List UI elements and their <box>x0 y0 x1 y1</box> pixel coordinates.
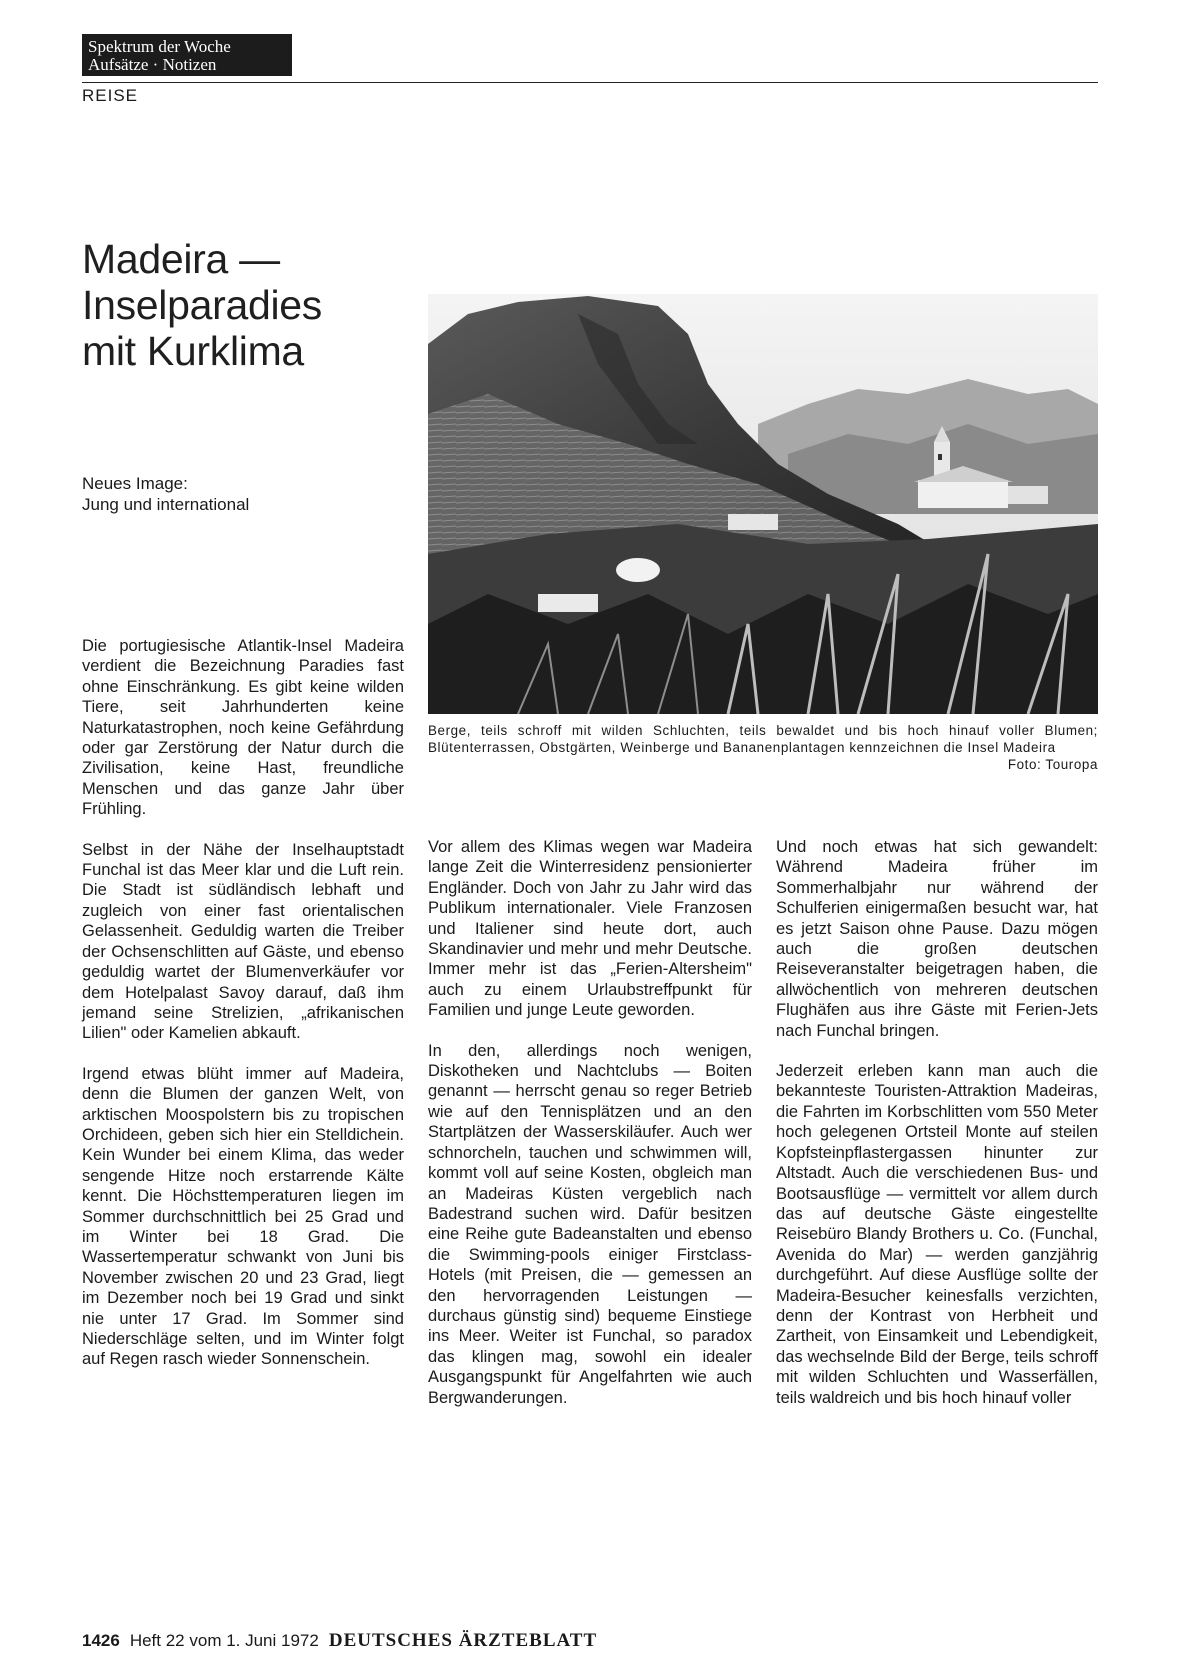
photo-caption <box>428 722 1098 773</box>
badge-line-1: Spektrum der Woche <box>88 37 231 56</box>
paragraph: Jederzeit erleben kann man auch die bekannteste Touristen-Attraktion Madeiras, die Fahrten im Korbschlitten vom 550 Meter hoch gelegenen Ortsteil Monte auf steilen Kopfsteinpflastergassen hinunter zur Altstadt. Auch die verschiedenen Bus- und Bootsausflüge — vermittelt vor allem durch das auf deutsche Gäste eingestellte Reisebüro Blandy Brothers u. Co. (Funchal, Avenida do Mar) — werden ganzjährig durchgeführt. Auf diese Ausflüge sollte der Madeira-Besucher keinesfalls verzichten, denn der Kontrast von Herbheit und Zartheit, von Einsamkeit und Lebendigkeit, das wechselnde Bild der Berge, teils schroff mit wilden Schluchten und Wasserfällen, teils waldreich und bis hoch hinauf voller <box>776 1062 1098 1407</box>
paragraph: In den, allerdings noch wenigen, Diskotheken und Nachtclubs — Boiten genannt — herrscht genau so reger Betrieb wie auf den Tennisplätzen und an den Startplätzen der Wasserskiläufer. Auch wer schnorcheln, tauchen und schwimmen will, kommt voll auf seine Kosten, obgleich man an Madeiras Küsten vergeblich nach Badestrand suchen wird. Dafür besitzen eine Reihe gute Badeanstalten und ebenso die Swimming-pools einiger Firstclass-Hotels (mit Preisen, die — gemessen an den hervorragenden Leistungen — durchaus günstig sind) bequeme Einstiege ins Meer. Weiter ist Funchal, so paradox das klingen mag, sowohl ein idealer Ausgangspunkt für Angelfahrten wie auch Bergwanderungen. <box>428 1041 752 1407</box>
paragraph: Und noch etwas hat sich gewandelt: Während Madeira früher im Sommerhalbjahr nur während der Schulferien einigermaßen besucht war, hat es jetzt Saison ohne Pause. Dazu mögen auch die großen deutschen Reiseveranstalter beigetragen haben, die allwöchentlich von mehreren deutschen Flughäfen aus ihre Gäste mit Ferien-Jets nach Funchal bringen. <box>776 838 1098 1040</box>
paragraph: Selbst in der Nähe der Inselhauptstadt Funchal ist das Meer klar und die Luft rein. Die Stadt ist südländisch lebhaft und zugleich von einer fast orientalischen Gelassenheit. Geduldig warten die Treiber der Ochsenschlitten auf Gäste, und ebenso geduldig wartet der Blumenverkäufer vor dem Hotelpalast Savoy darauf, daß ihm jemand seine Strelizien, „afrikanischen Lilien" oder Kamelien abkauft. <box>82 840 404 1043</box>
paragraph: Die portugiesische Atlantik-Insel Madeira verdient die Bezeichnung Paradies fast ohne Einschränkung. Es gibt keine wilden Tiere, seit Jahrhunderten keine Naturkatastrophen, noch keine Gefährdung oder gar Zerstörung der Natur durch die Zivilisation, keine Hast, freundliche Menschen und das ganze Jahr über Frühling. <box>82 637 404 819</box>
issue-info: Heft 22 vom 1. Juni 1972 <box>129 1631 319 1650</box>
landscape-photo <box>428 294 1098 714</box>
header-rule <box>82 82 1098 83</box>
photo-credit: Foto: Touropa <box>1007 757 1098 772</box>
subtitle-line-1: Neues Image: <box>82 474 188 493</box>
section-label: REISE <box>82 86 139 105</box>
badge-line-2: Aufsätze · Notizen <box>88 55 217 74</box>
subtitle-line-2: Jung und international <box>82 495 250 514</box>
paragraph: Irgend etwas blüht immer auf Madeira, denn die Blumen der ganzen Welt, von arktischen Moospolstern bis zu tropischen Orchideen, geben sich hier ein Stelldichein. Kein Wunder bei einem Klima, das weder sengende Hitze noch erstarrende Kälte kennt. Die Höchsttemperaturen liegen im Sommer durchschnittlich bei 25 Grad und im Winter bei 18 Grad. Die Wassertemperatur schwankt von Juni bis November zwischen 20 und 23 Grad, liegt im Dezember noch bei 19 Grad und sinkt nie unter 17 Grad. Im Sommer sind Niederschläge selten, und im Winter folgt auf Regen rasch wieder Sonnenschein. <box>82 1064 404 1369</box>
caption-text: Berge, teils schroff mit wilden Schluchten, teils bewaldet und bis hoch hinauf voller Blumen; Blütenterrassen, Obstgärten, Weinberge und Bananenplantagen kennzeichnen die Insel Madeira <box>428 723 1098 755</box>
title-line-1: Madeira — <box>82 236 280 282</box>
body-column-1 <box>82 636 404 1390</box>
article-title <box>82 236 322 374</box>
magazine-name: DEUTSCHES ÄRZTEBLATT <box>328 1630 598 1651</box>
page-footer <box>82 1630 597 1652</box>
body-column-2 <box>428 837 752 1428</box>
body-column-3 <box>776 837 1098 1428</box>
magazine-section-badge <box>82 34 292 76</box>
paragraph: Vor allem des Klimas wegen war Madeira lange Zeit die Winterresidenz pensionierter Engländer. Doch von Jahr zu Jahr wird das Publikum internationaler. Viele Franzosen und Italiener sind heute dort, auch Skandinavier und mehr und mehr Deutsche. Immer mehr ist das „Ferien-Altersheim" auch zu einem Urlaubstreffpunkt für Familien und junge Leute geworden. <box>428 838 752 1020</box>
title-line-2: Inselparadies <box>82 282 322 328</box>
page-number: 1426 <box>82 1631 120 1650</box>
title-line-3: mit Kurklima <box>82 328 304 374</box>
article-subtitle <box>82 473 249 515</box>
